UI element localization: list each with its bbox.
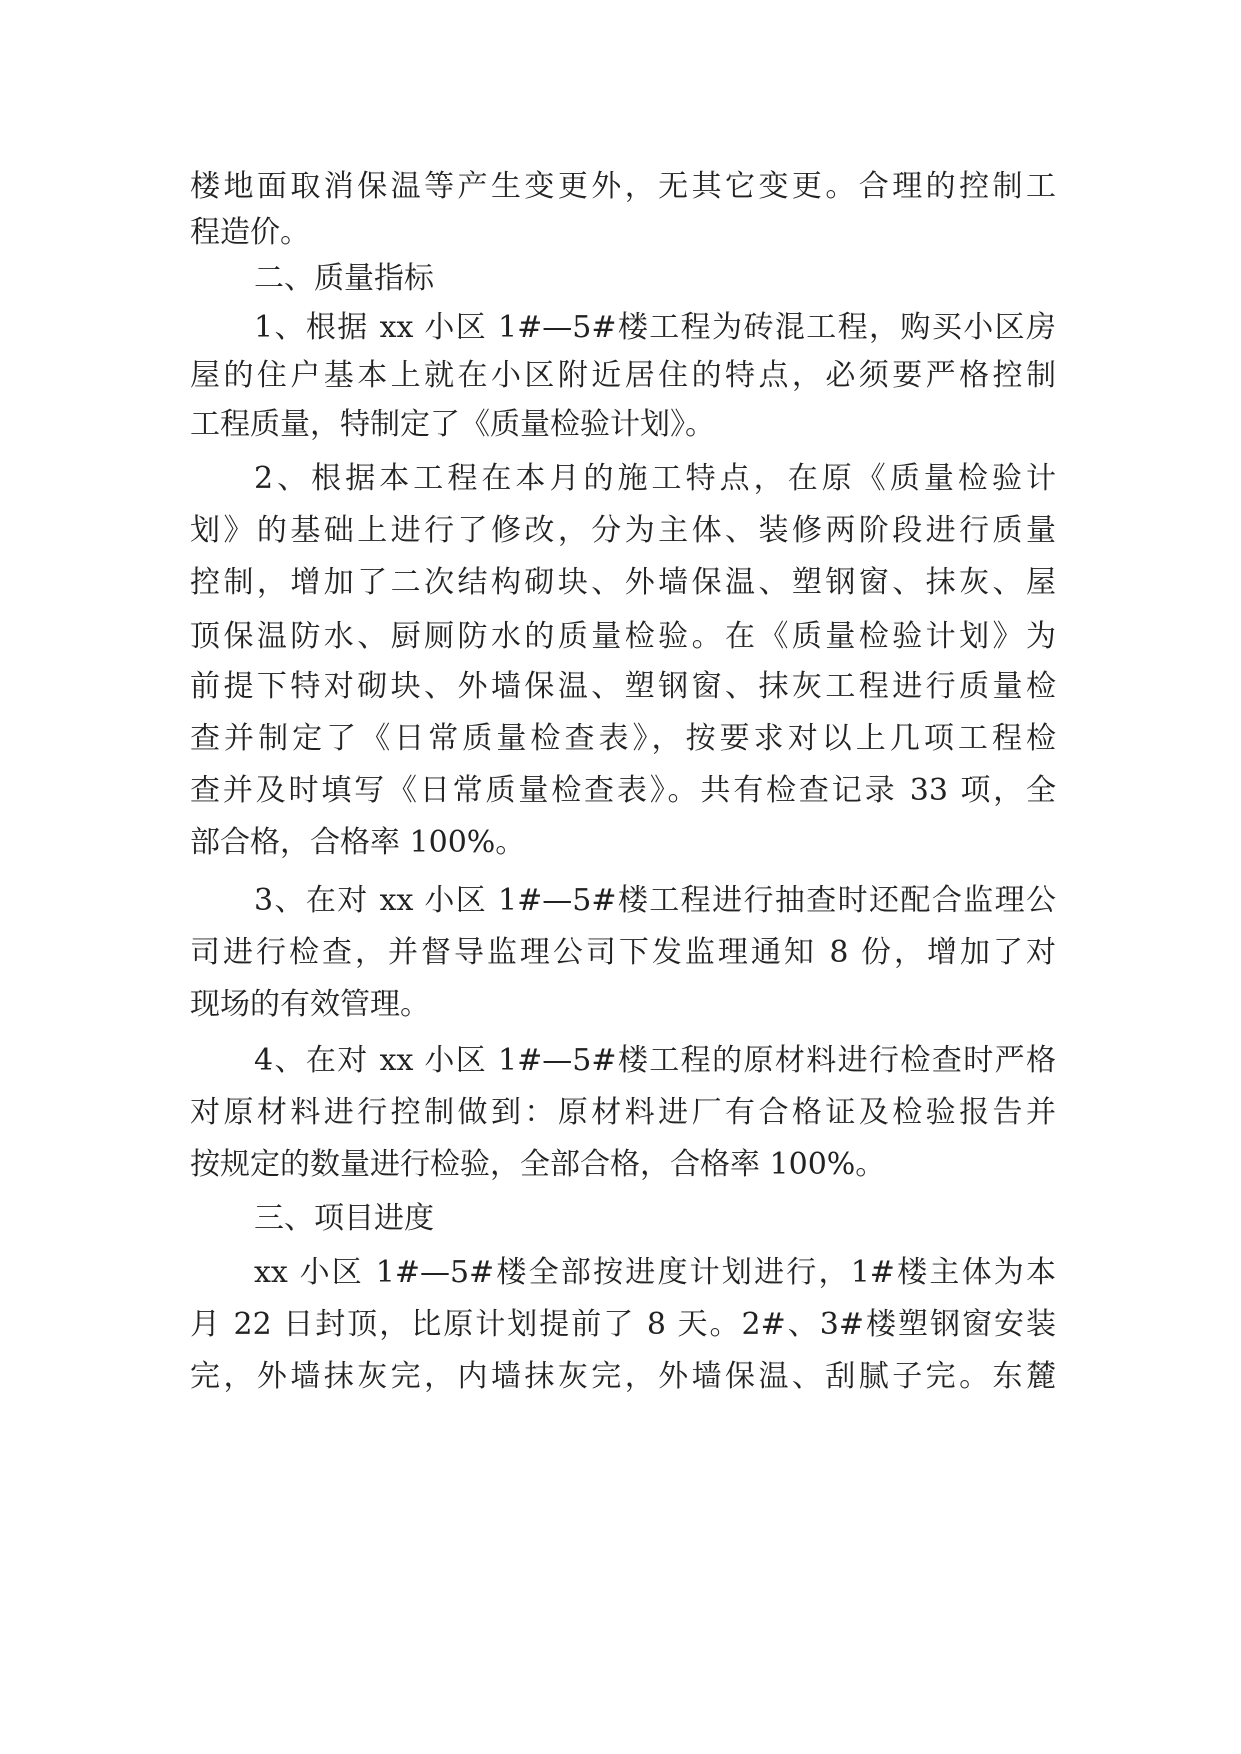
text-line: 控制，增加了二次结构砌块、外墙保温、塑钢窗、抹灰、屋 bbox=[190, 565, 1056, 600]
text-line: 部合格，合格率 100%。 bbox=[190, 825, 526, 860]
text-line: 楼地面取消保温等产生变更外，无其它变更。合理的控制工 bbox=[190, 169, 1056, 204]
text-line: 查并及时填写《日常质量检查表》。共有检查记录 33 项，全 bbox=[190, 773, 1056, 808]
text-line: 1、根据 xx 小区 1#—5#楼工程为砖混工程，购买小区房 bbox=[254, 310, 1056, 345]
text-line: 查并制定了《日常质量检查表》，按要求对以上几项工程检 bbox=[190, 721, 1056, 756]
text-line: 2、根据本工程在本月的施工特点，在原《质量检验计 bbox=[254, 461, 1056, 496]
section-heading: 二、质量指标 bbox=[254, 261, 434, 296]
text-line: 顶保温防水、厨厕防水的质量检验。在《质量检验计划》为 bbox=[190, 619, 1056, 654]
text-line: 4、在对 xx 小区 1#—5#楼工程的原材料进行检查时严格 bbox=[254, 1043, 1056, 1078]
text-line: 前提下特对砌块、外墙保温、塑钢窗、抹灰工程进行质量检 bbox=[190, 669, 1056, 704]
text-line: 3、在对 xx 小区 1#—5#楼工程进行抽查时还配合监理公 bbox=[254, 883, 1056, 918]
text-line: 划》的基础上进行了修改，分为主体、装修两阶段进行质量 bbox=[190, 513, 1056, 548]
text-line: 现场的有效管理。 bbox=[190, 987, 430, 1022]
text-line: 屋的住户基本上就在小区附近居住的特点，必须要严格控制 bbox=[190, 358, 1056, 393]
text-line: 工程质量，特制定了《质量检验计划》。 bbox=[190, 407, 715, 442]
text-line: 完，外墙抹灰完，内墙抹灰完，外墙保温、刮腻子完。东麓 bbox=[190, 1359, 1056, 1394]
text-line: 程造价。 bbox=[190, 215, 310, 250]
text-line: 按规定的数量进行检验，全部合格，合格率 100%。 bbox=[190, 1147, 886, 1182]
text-line: 对原材料进行控制做到：原材料进厂有合格证及检验报告并 bbox=[190, 1095, 1056, 1130]
text-line: xx 小区 1#—5#楼全部按进度计划进行，1#楼主体为本 bbox=[254, 1255, 1056, 1290]
section-heading: 三、项目进度 bbox=[254, 1201, 434, 1236]
text-line: 司进行检查，并督导监理公司下发监理通知 8 份，增加了对 bbox=[190, 935, 1056, 970]
text-line: 月 22 日封顶，比原计划提前了 8 天。2#、3#楼塑钢窗安装 bbox=[190, 1307, 1056, 1342]
